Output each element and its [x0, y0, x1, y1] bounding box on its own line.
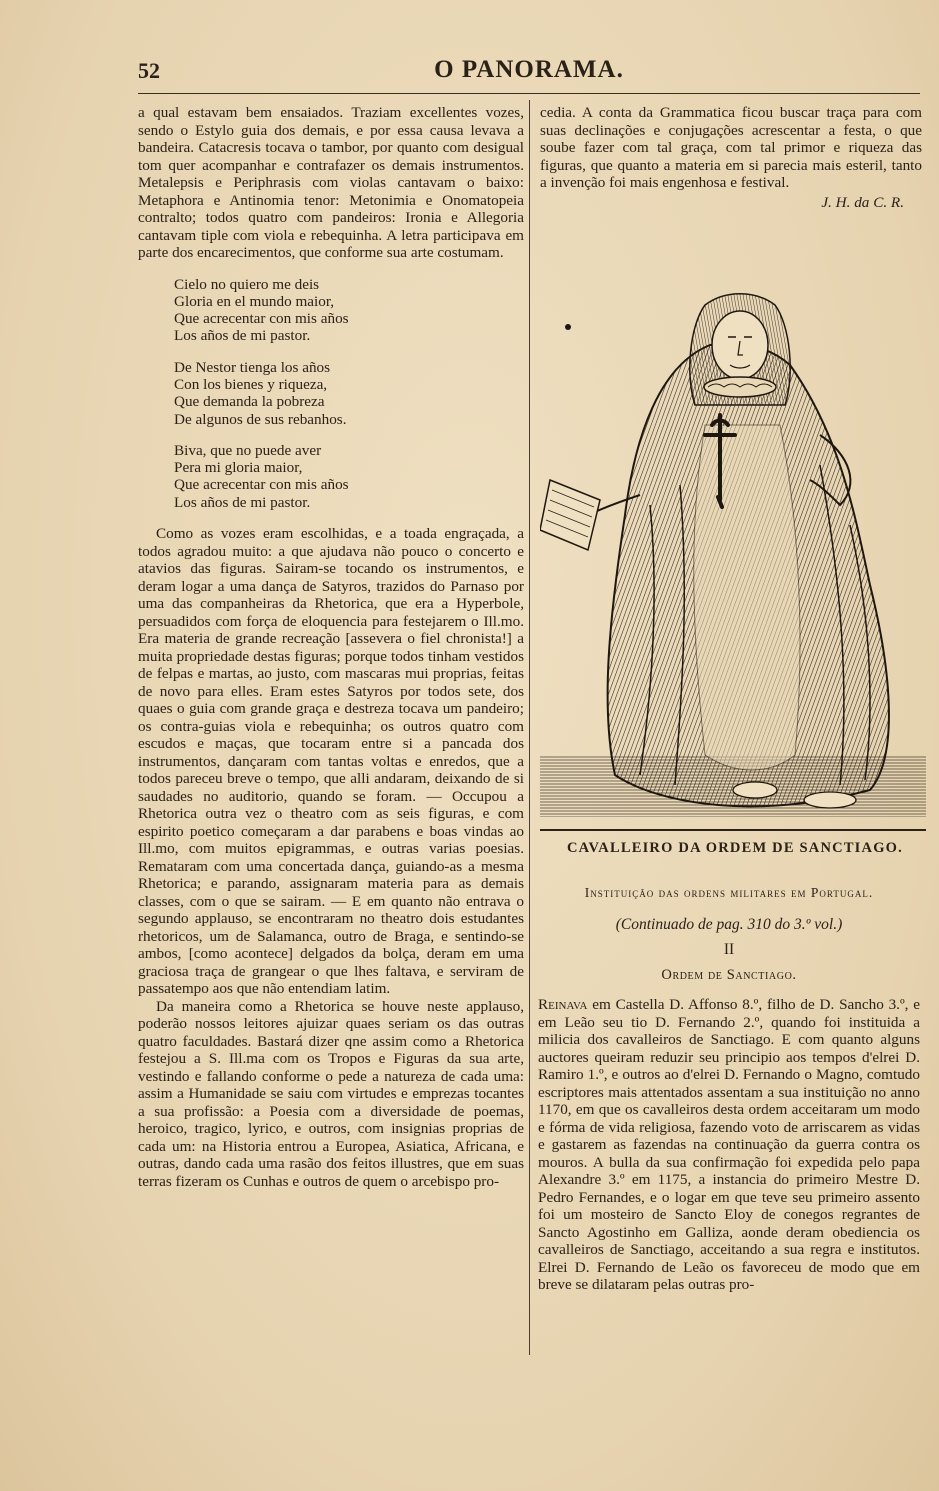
- verse-line: Gloria en el mundo maior,: [174, 292, 335, 310]
- verse-line: Con los bienes y riqueza,: [174, 375, 328, 393]
- verse-line: Los años de mi pastor.: [174, 327, 311, 345]
- verse-line: Pera mi gloria maior,: [174, 459, 303, 477]
- verse-stanza: [174, 359, 524, 428]
- chapter-number: II: [723, 941, 735, 958]
- right-column-top: [540, 104, 922, 211]
- section-title: Instituição das ordens militares em Portugal.: [584, 885, 874, 900]
- verse-line: Los años de mi pastor.: [174, 493, 311, 511]
- paragraph: Como as vozes eram escolhidas, e a toada engraçada, a todos agradou muito: a que ajudava não pouco o concerto e atavios das figuras. Sairam-se tocando os instrumentos, e deram logar a uma dança de Satyros, trazidos do Parnaso por uma das companheiras da Rhetorica, que era a Hyperbole, persuadidos com força de eloquencia para festejarem o Ill.mo. Era materia de grande recreação [assevera o fiel chronista!] a muita propriedade destas figuras; porque todos tinham vestidos de felpas e martas, ao justo, com mascaras mui proprias, feitas de novo para elles. Eram estes Satyros por todos sete, dos quaes o guia com grande graça e destreza tocava um pandeiro; os contra-guias viola e rebequinha; os outros quatro com escudos e maças, que tocaram entre si a pancada dos instrumentos, dançaram com tantas voltas e enredos, que a todos pareceu breve o tempo, que alli andaram, deixando de si saudades no auditorio, quando se foram. — Occupou a Rhetorica outra vez o theatro com as seis figuras, e com espirito poetico começaram a dar parabens e boas vindas ao Ill.mo, com muitos epigrammas, e outras varias poesias. Remataram com uma concertada dança, guiando-as a mesma Rhetorica; e parando, assignaram materia para as demais classes, com o que se sairam. — E em quanto não entrava o segundo applauso, se encontraram no theatro dois estudantes rhetoricos, um de Salamanca, outro de Braga, e sentindo-se ambos, [como acontece] delgados da bolça, deram em uma graciosa traça de grangear o que lhes faltava, e serviram de passatempo aos que não entendiam latim.: [138, 525, 524, 998]
- verse-line: De Nestor tienga los años: [174, 358, 331, 376]
- illustration-caption: CAVALLEIRO DA ORDEM DE SANCTIAGO.: [567, 840, 903, 856]
- order-title: Ordem de Sanctiago.: [661, 966, 797, 983]
- page-header: [138, 56, 920, 90]
- lead-word: Reinava: [538, 996, 588, 1013]
- right-column-article: [538, 884, 920, 1294]
- paragraph: cedia. A conta da Grammatica ficou buscar traça para com suas declinações e conjugações acrescentar a festa, o que soube fazer com tal graça, com tal primor e riqueza das figuras, que quanto a materia em si parecia mais esteril, tanto a invenção foi mais engenhosa e festival.: [540, 104, 922, 191]
- paragraph-body: em Castella D. Affonso 8.º, filho de D. Sancho 3.º, e em Leão seu tio D. Fernando 2.º, quando foi instituida a milicia dos cavalleiros de Sanctiago. E com quanto alguns auctores queiram reduzir seu principio aos tempos d'elrei D. Ramiro 1.º, e outros ao d'elrei D. Fernando o Magno, comtudo escriptores mais attentados assentam a sua instituição no anno 1170, em que os cavalleiros desta ordem acceitaram um modo e fórma de vida religiosa, fazendo voto de arriscarem as vidas e gastarem as fazendas na continuação da guerra contra os mouros. A bulla da sua confirmação foi expedida pelo papa Alexandre 3.º em 1175, a instancia do primeiro Mestre D. Pedro Fernandes, e o logar em que teve seu primeiro assento foi um mosteiro de Sancto Eloy de conegos regrantes de Sancto Agostinho em Galliza, aonde deram obediencia os cavalleiros de Sanctiago, acceitando a sua regra e institutos. Elrei D. Fernando de Leão os favoreceu de modo que em breve se dilataram pelas outras pro-: [538, 996, 920, 1293]
- verse-stanza: [174, 276, 524, 345]
- left-column: [138, 104, 524, 1190]
- knight-engraving: [540, 285, 926, 835]
- verse-line: Cielo no quiero me deis: [174, 275, 320, 293]
- verse-stanza: [174, 442, 524, 511]
- verse-line: Que acrecentar con mis años: [174, 476, 349, 494]
- column-divider: [529, 100, 530, 1355]
- author-signature: J. H. da C. R.: [821, 193, 904, 211]
- verse-line: Que acrecentar con mis años: [174, 310, 349, 328]
- page-number: 52: [138, 58, 160, 83]
- verse-line: De algunos de sus rebanhos.: [174, 410, 347, 428]
- verse-line: Que demanda la pobreza: [174, 393, 325, 411]
- continued-note: (Continuado de pag. 310 do 3.º vol.): [615, 915, 843, 933]
- masthead-title: O PANORAMA.: [434, 56, 624, 83]
- verse-line: Biva, que no puede aver: [174, 441, 322, 459]
- paragraph: Da maneira como a Rhetorica se houve neste applauso, poderão nossos leitores ajuizar quaes seriam os das outras quatro faculdades. Bastará dizer qne assim como a Rhetorica festejou a S. Ill.ma com os Tropos e Figuras da sua arte, vestindo e fallando conforme o pede a natureza de cada uma: assim a Humanidade se saiu com virtudes e emprezas tocantes a sua profissão: a Poesia com a diversidade de poemas, heroico, tragico, lyrico, e outros, com insignias proprias de cada um: na Historia entrou a Europea, Asiatica, Africana, e outras, dando cada uma rasão dos feitos illustres, que em suas terras fizeram os Cunhas e outros de quem o arcebispo pro-: [138, 997, 524, 1190]
- paragraph: [538, 996, 920, 1294]
- header-rule: [138, 93, 920, 94]
- paragraph: a qual estavam bem ensaiados. Traziam excellentes vozes, sendo o Estylo guia dos demais, e por essa causa levava a bandeira. Catacresis tocava o tambor, por quanto com desigual tom quer acompanhar e contrafazer os demais instrumentos. Metalepsis e Periphrasis com violas cantavam o baixo: Metaphora e Antinomia tenor: Metonimia e Onomatopeia contralto; todos quatro com pandeiros: Ironia e Allegoria cantavam tiple com viola e rebequinha. A letra participava em parte dos encarecimentos, que conforme sua arte costumam.: [138, 104, 524, 261]
